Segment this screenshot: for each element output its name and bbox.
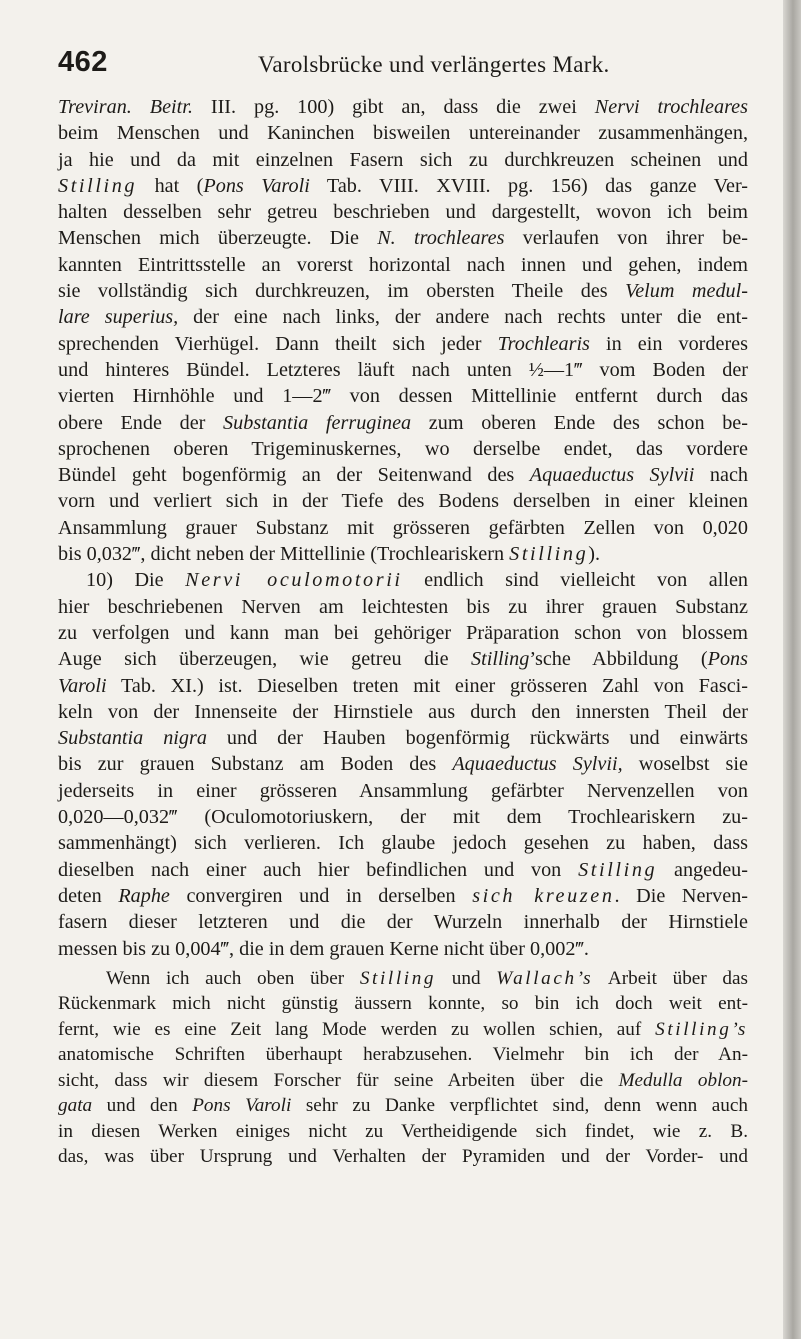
text-run: Auge sich überzeugen, wie getreu die bbox=[58, 648, 472, 671]
text-line bbox=[58, 199, 748, 225]
text-run: Tab. VIII. XVIII. pg. 156) das ganze Ver- bbox=[309, 174, 749, 197]
text-run: sicht, dass wir diesem Forscher für seine Arbeiten über die bbox=[58, 1069, 619, 1091]
page-header bbox=[58, 46, 748, 86]
text-line bbox=[58, 304, 748, 330]
text-line bbox=[58, 1068, 748, 1094]
text-run: fernt, wie es eine Zeit lang Mode werden zu wollen schien, auf bbox=[58, 1018, 656, 1040]
text-run: III. pg. 100) gibt an, dass die zwei bbox=[192, 96, 595, 118]
italic-term: lare superius, bbox=[58, 306, 179, 329]
text-line bbox=[58, 541, 748, 567]
spaced-name: sich kreuzen bbox=[472, 884, 615, 907]
text-run: 0,020—0,032‴ (Oculomotoriuskern, der mit dem Trochleariskern zu- bbox=[58, 806, 748, 829]
text-run: endlich sind vielleicht von allen bbox=[402, 569, 748, 592]
text-run: Menschen mich überzeugte. Die bbox=[58, 227, 378, 250]
text-run: das, was über Ursprung und Verhalten der Pyramiden und der Vorder- und bbox=[58, 1146, 748, 1168]
text-line bbox=[58, 567, 748, 593]
page-edge bbox=[783, 0, 801, 1339]
text-line bbox=[58, 725, 748, 751]
text-run: ja hie und da mit einzelnen Fasern sich zu durchkreuzen scheinen und bbox=[58, 148, 748, 171]
italic-term: N. trochleares bbox=[377, 227, 505, 250]
text-line bbox=[58, 252, 748, 278]
italic-term: Stilling bbox=[471, 648, 530, 671]
text-run: Tab. XI.) ist. Dieselben treten mit einer grösseren Zahl von Fasci- bbox=[106, 674, 748, 697]
text-run: messen bis zu 0,004‴, die in dem grauen Kerne nicht über 0,002‴. bbox=[58, 937, 589, 960]
body-text bbox=[58, 94, 748, 1170]
text-run: . Die Nerven- bbox=[614, 884, 749, 907]
italic-term: Aquaeductus Sylvii, bbox=[452, 753, 623, 776]
text-run: beim Menschen und Kaninchen bisweilen untereinander zusammenhängen, bbox=[58, 122, 748, 145]
text-run: zu verfolgen und kann man bei gehöriger Präparation schon von blossem bbox=[58, 621, 748, 644]
italic-term: Velum medul- bbox=[625, 280, 748, 303]
main-paragraphs bbox=[58, 94, 748, 962]
spaced-name: Stilling bbox=[509, 543, 589, 566]
text-line bbox=[58, 462, 748, 488]
text-line bbox=[58, 936, 748, 962]
text-run: Wenn ich auch oben über bbox=[106, 967, 360, 989]
running-head: Varolsbrücke und verlängertes Mark. bbox=[258, 52, 610, 77]
text-run: sie vollständig sich durchkreuzen, im obersten Theile des bbox=[58, 280, 626, 303]
text-run: Rückenmark mich nicht günstig äussern konnte, so bin ich doch weit ent- bbox=[58, 993, 748, 1015]
italic-term: Nervi trochleares bbox=[594, 96, 748, 118]
text-line bbox=[58, 883, 748, 909]
text-run: sprochenen oberen Trigeminuskernes, wo derselbe endet, das vordere bbox=[58, 437, 748, 460]
closing-remark bbox=[58, 966, 748, 1170]
text-line bbox=[58, 278, 748, 304]
text-run: obere Ende der bbox=[58, 411, 224, 434]
italic-term: Raphe bbox=[118, 884, 170, 907]
text-run: angedeu- bbox=[657, 858, 748, 881]
spaced-name: Stilling bbox=[359, 967, 437, 989]
text-line bbox=[58, 225, 748, 251]
text-run: dieselben nach einer auch hier befindlichen und von bbox=[58, 858, 579, 881]
text-run: verlaufen von ihrer be- bbox=[504, 227, 748, 250]
text-line bbox=[58, 488, 748, 514]
text-line bbox=[58, 436, 748, 462]
italic-term: Varoli bbox=[58, 674, 107, 697]
text-line bbox=[58, 357, 748, 383]
text-line bbox=[58, 120, 748, 146]
text-line bbox=[58, 1144, 748, 1170]
text-run: bis zur grauen Substanz am Boden des bbox=[58, 753, 453, 776]
text-run: nach bbox=[694, 464, 748, 487]
text-line bbox=[58, 173, 748, 199]
text-run: und bbox=[436, 967, 497, 989]
text-line bbox=[58, 94, 748, 120]
text-line bbox=[58, 646, 748, 672]
spaced-name: Nervi oculomotorii bbox=[185, 569, 403, 592]
text-line bbox=[58, 857, 748, 883]
text-line bbox=[58, 331, 748, 357]
italic-term: Treviran. Beitr. bbox=[58, 96, 193, 118]
text-run: ). bbox=[588, 543, 601, 566]
text-run: vorn und verliert sich in der Tiefe des Bodens derselben in einer kleinen bbox=[58, 490, 748, 513]
text-run: deten bbox=[58, 884, 119, 907]
text-line bbox=[58, 410, 748, 436]
text-line bbox=[58, 751, 748, 777]
spaced-name: Stilling bbox=[58, 174, 138, 197]
italic-term: gata bbox=[58, 1095, 93, 1117]
text-line bbox=[58, 830, 748, 856]
text-run: sprechenden Vierhügel. Dann theilt sich jeder bbox=[58, 332, 498, 355]
text-run: und den bbox=[92, 1095, 193, 1117]
text-line bbox=[58, 1042, 748, 1068]
spaced-name: Stilling bbox=[578, 858, 658, 881]
text-run: 10) Die bbox=[86, 569, 186, 592]
text-run: zum oberen Ende des schon be- bbox=[411, 411, 748, 434]
text-line bbox=[58, 1119, 748, 1145]
spaced-name: Stilling’s bbox=[655, 1018, 748, 1040]
italic-term: Substantia ferruginea bbox=[223, 411, 412, 434]
text-run: Arbeit über das bbox=[593, 967, 748, 989]
text-run: anatomische Schriften überhaupt herabzusehen. Vielmehr bin ich der An- bbox=[58, 1044, 748, 1066]
italic-term: Medulla oblon- bbox=[618, 1069, 749, 1091]
text-line bbox=[58, 1017, 748, 1043]
italic-term: Aquaeductus Sylvii bbox=[529, 464, 695, 487]
text-run: convergiren und in derselben bbox=[169, 884, 473, 907]
text-line bbox=[58, 673, 748, 699]
text-run: hier beschriebenen Nerven am leichtesten bis zu ihrer grauen Substanz bbox=[58, 595, 748, 618]
italic-term: Pons bbox=[707, 648, 748, 671]
text-run: Ansammlung grauer Substanz mit grösseren gefärbten Zellen von 0,020 bbox=[58, 516, 748, 539]
text-run: sammenhängt) sich verlieren. Ich glaube jedoch gesehen zu haben, dass bbox=[58, 832, 748, 855]
italic-term: Pons Varoli bbox=[203, 174, 310, 197]
text-run: halten desselben sehr getreu beschrieben und dargestellt, wovon ich beim bbox=[58, 201, 748, 224]
text-line bbox=[58, 147, 748, 173]
text-line bbox=[58, 804, 748, 830]
text-run: Bündel geht bogenförmig an der Seitenwand des bbox=[58, 464, 530, 487]
text-run: der eine nach links, der andere nach rechts unter die ent- bbox=[178, 306, 748, 329]
text-line bbox=[58, 909, 748, 935]
text-line bbox=[58, 515, 748, 541]
text-run: in diesen Werken einiges nicht zu Vertheidigende sich findet, wie z. B. bbox=[58, 1120, 748, 1142]
text-run: ’sche Abbildung ( bbox=[529, 648, 708, 671]
spaced-name: Wallach’s bbox=[496, 967, 594, 989]
text-run: fasern dieser letzteren und die der Wurzeln innerhalb der Hirnstiele bbox=[58, 911, 748, 934]
text-run: keln von der Innenseite der Hirnstiele aus durch den innersten Theil der bbox=[58, 700, 748, 723]
text-run: jederseits in einer grösseren Ansammlung gefärbter Nervenzellen von bbox=[58, 779, 748, 802]
text-run: vierten Hirnhöhle und 1—2‴ von dessen Mittellinie entfernt durch das bbox=[58, 385, 748, 408]
text-run: sehr zu Danke verpflichtet sind, denn wenn auch bbox=[291, 1095, 748, 1117]
text-run: kannten Eintrittsstelle an vorerst horizontal nach innen und gehen, indem bbox=[58, 253, 748, 276]
italic-term: Pons Varoli bbox=[192, 1095, 292, 1117]
text-run: bis 0,032‴, dicht neben der Mittellinie (Trochleariskern bbox=[58, 543, 510, 566]
text-line bbox=[58, 778, 748, 804]
text-line bbox=[58, 594, 748, 620]
italic-term: Substantia nigra bbox=[58, 727, 207, 750]
text-run: hat ( bbox=[137, 174, 204, 197]
text-line bbox=[58, 991, 748, 1017]
text-run: in ein vorderes bbox=[589, 332, 748, 355]
text-run: und der Hauben bogenförmig rückwärts und einwärts bbox=[206, 727, 748, 750]
text-run: woselbst sie bbox=[622, 753, 748, 776]
text-line bbox=[58, 620, 748, 646]
text-line bbox=[58, 1093, 748, 1119]
text-line bbox=[58, 699, 748, 725]
text-line bbox=[58, 966, 748, 992]
text-run: und hinteres Bündel. Letzteres läuft nach unten ½—1‴ vom Boden der bbox=[58, 358, 748, 381]
text-line bbox=[58, 383, 748, 409]
page-number: 462 bbox=[58, 46, 108, 78]
italic-term: Trochlearis bbox=[497, 332, 590, 355]
